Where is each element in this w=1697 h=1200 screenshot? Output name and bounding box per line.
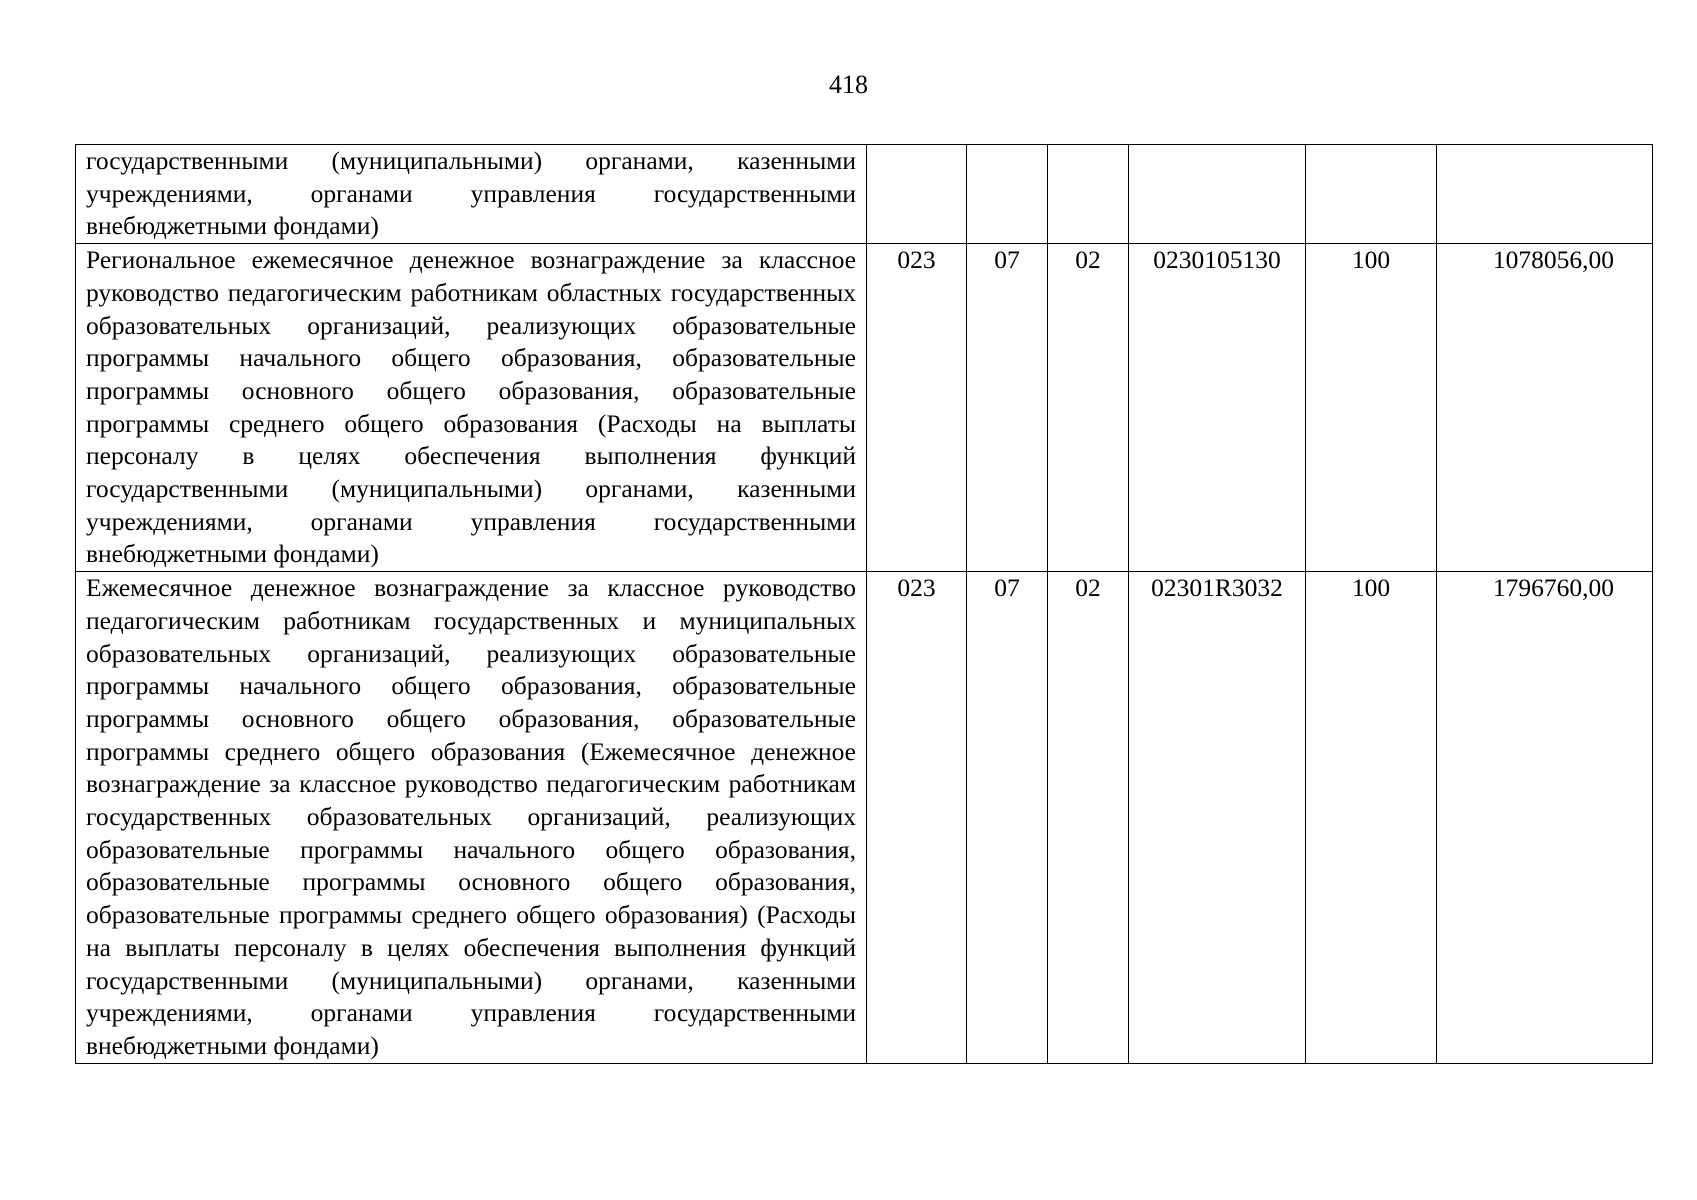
target-item-code-cell bbox=[1129, 145, 1306, 244]
section-code-cell: 07 bbox=[967, 244, 1048, 572]
section-code-cell bbox=[967, 145, 1048, 244]
expense-type-code-cell: 100 bbox=[1306, 572, 1437, 1064]
ministry-code-cell bbox=[867, 145, 967, 244]
amount-cell: 1796760,00 bbox=[1437, 572, 1653, 1064]
target-item-code-cell: 02301R3032 bbox=[1129, 572, 1306, 1064]
target-item-code-cell: 0230105130 bbox=[1129, 244, 1306, 572]
expense-type-code-cell bbox=[1306, 145, 1437, 244]
ministry-code-cell: 023 bbox=[867, 572, 967, 1064]
table-row bbox=[76, 572, 1653, 1064]
ministry-code-cell: 023 bbox=[867, 244, 967, 572]
amount-cell bbox=[1437, 145, 1653, 244]
table-row bbox=[76, 145, 1653, 244]
section-code-cell: 07 bbox=[967, 572, 1048, 1064]
row-description: Региональное ежемесячное денежное вознаграждение за классное руководство педагогическим работникам областных государственных образовательных организаций, реализующих образовательные программы начального общего образования, образовательные программы основного общего образования, образовательные программы среднего общего образования (Расходы на выплаты персоналу в целях обеспечения выполнения функций государственными (муниципальными) органами, казенными учреждениями, органами управления государственными внебюджетными фондами) bbox=[76, 244, 867, 572]
subsection-code-cell: 02 bbox=[1048, 244, 1129, 572]
row-description: государственными (муниципальными) органами, казенными учреждениями, органами управления государственными внебюджетными фондами) bbox=[76, 145, 867, 244]
expense-type-code-cell: 100 bbox=[1306, 244, 1437, 572]
row-description: Ежемесячное денежное вознаграждение за классное руководство педагогическим работникам государственных и муниципальных образовательных организаций, реализующих образовательные программы начального общего образования, образовательные программы основного общего образования, образовательные программы среднего общего образования (Ежемесячное денежное вознаграждение за классное руководство педагогическим работникам государственных образовательных организаций, реализующих образовательные программы начального общего образования, образовательные программы основного общего образования, образовательные программы среднего общего образования) (Расходы на выплаты персоналу в целях обеспечения выполнения функций государственными (муниципальными) органами, казенными учреждениями, органами управления государственными внебюджетными фондами) bbox=[76, 572, 867, 1064]
subsection-code-cell bbox=[1048, 145, 1129, 244]
page-number: 418 bbox=[829, 70, 868, 99]
budget-table bbox=[75, 144, 1653, 1064]
table-row bbox=[76, 244, 1653, 572]
amount-cell: 1078056,00 bbox=[1437, 244, 1653, 572]
subsection-code-cell: 02 bbox=[1048, 572, 1129, 1064]
